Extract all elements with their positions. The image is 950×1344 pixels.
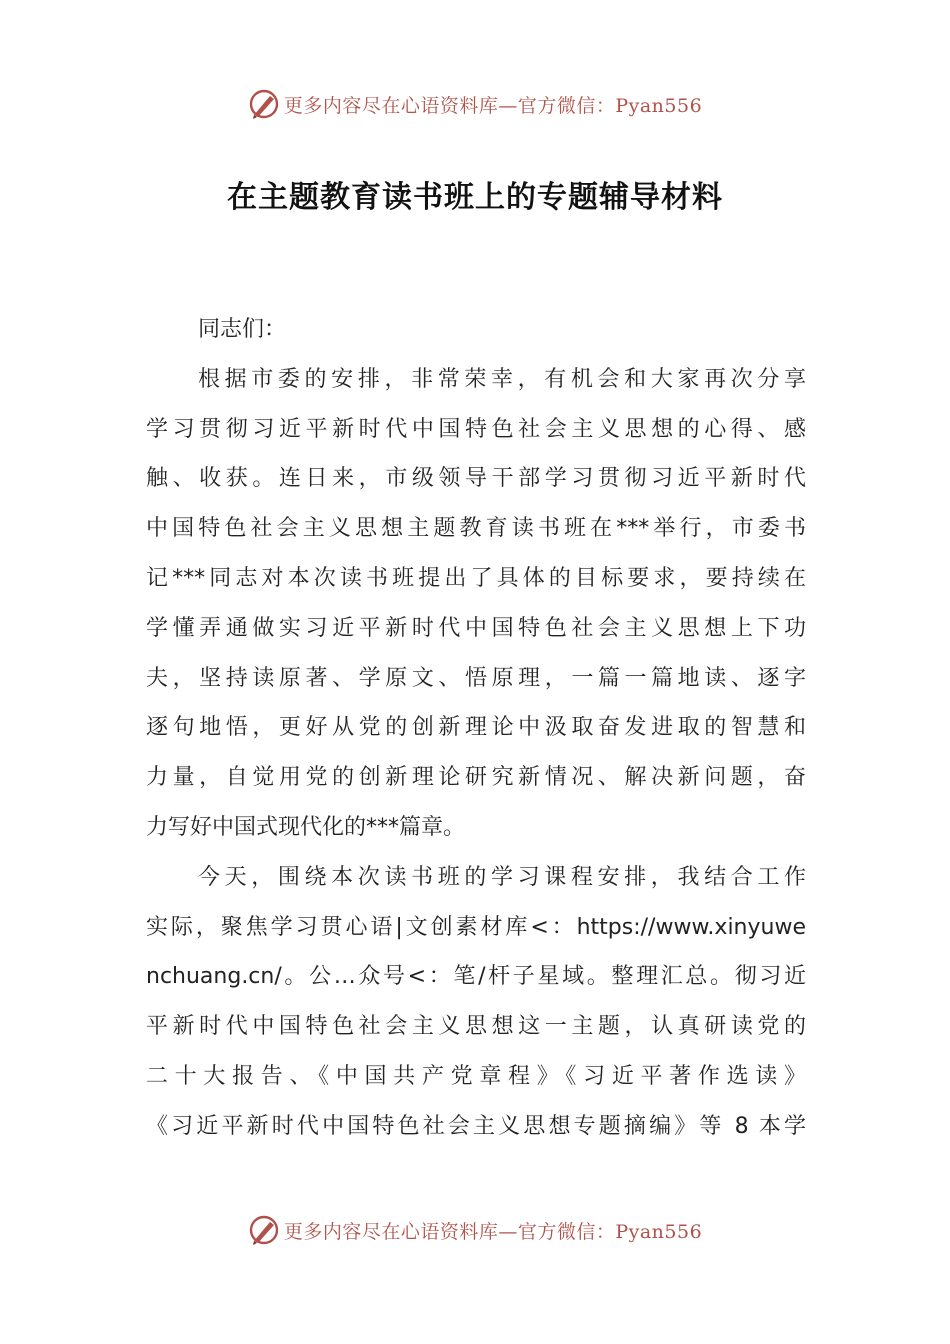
header-banner-text: 更多内容尽在心语资料库—官方微信：Pyan556 <box>283 94 703 117</box>
paragraph-line: 平新时代中国特色社会主义思想这一主题，认真研读党的 <box>146 1014 806 1040</box>
paragraph-line: 学习贯彻习近平新时代中国特色社会主义思想的心得、感 <box>146 416 806 442</box>
paragraph-line: 夫，坚持读原著、学原文、悟原理，一篇一篇地读、逐字 <box>146 665 806 691</box>
paragraph-line: 二十大报告、《中国共产党章程》《习近平著作选读》 <box>146 1063 806 1089</box>
pen-logo-icon <box>248 1214 280 1246</box>
paragraph-line: 力写好中国式现代化的***篇章。 <box>146 814 466 840</box>
paragraph-line: 逐句地悟，更好从党的创新理论中汲取奋发进取的智慧和 <box>146 715 806 741</box>
paragraph-line: 力量，自觉用党的创新理论研究新情况、解决新问题，奋 <box>146 765 806 791</box>
document-body <box>146 305 806 1152</box>
paragraph-line: 实际，聚焦学习贯心语|文创素材库<：https://www.xinyuwe <box>146 914 806 940</box>
paragraph-1 <box>146 355 806 853</box>
paragraph-line: 《习近平新时代中国特色社会主义思想专题摘编》等 8 本学 <box>146 1113 806 1139</box>
footer-banner <box>0 1210 950 1250</box>
paragraph-2 <box>146 853 806 1152</box>
document-title: 在主题教育读书班上的专题辅导材料 <box>227 180 723 215</box>
paragraph-line: 记***同志对本次读书班提出了具体的目标要求，要持续在 <box>146 565 806 591</box>
header-banner <box>0 84 950 124</box>
footer-banner-text: 更多内容尽在心语资料库—官方微信：Pyan556 <box>283 1220 703 1243</box>
pen-logo-icon <box>248 88 280 120</box>
paragraph-line: nchuang.cn/。公…众号<：笔/杆子星域。整理汇总。彻习近 <box>146 964 806 990</box>
paragraph-line: 学懂弄通做实习近平新时代中国特色社会主义思想上下功 <box>146 615 806 641</box>
paragraph-line: 中国特色社会主义思想主题教育读书班在***举行，市委书 <box>146 516 806 542</box>
paragraph-line: 今天，围绕本次读书班的学习课程安排，我结合工作 <box>198 864 806 890</box>
paragraph-line: 触、收获。连日来，市级领导干部学习贯彻习近平新时代 <box>146 466 806 492</box>
paragraph-line: 根据市委的安排，非常荣幸，有机会和大家再次分享 <box>198 366 806 392</box>
salutation: 同志们： <box>198 317 287 342</box>
